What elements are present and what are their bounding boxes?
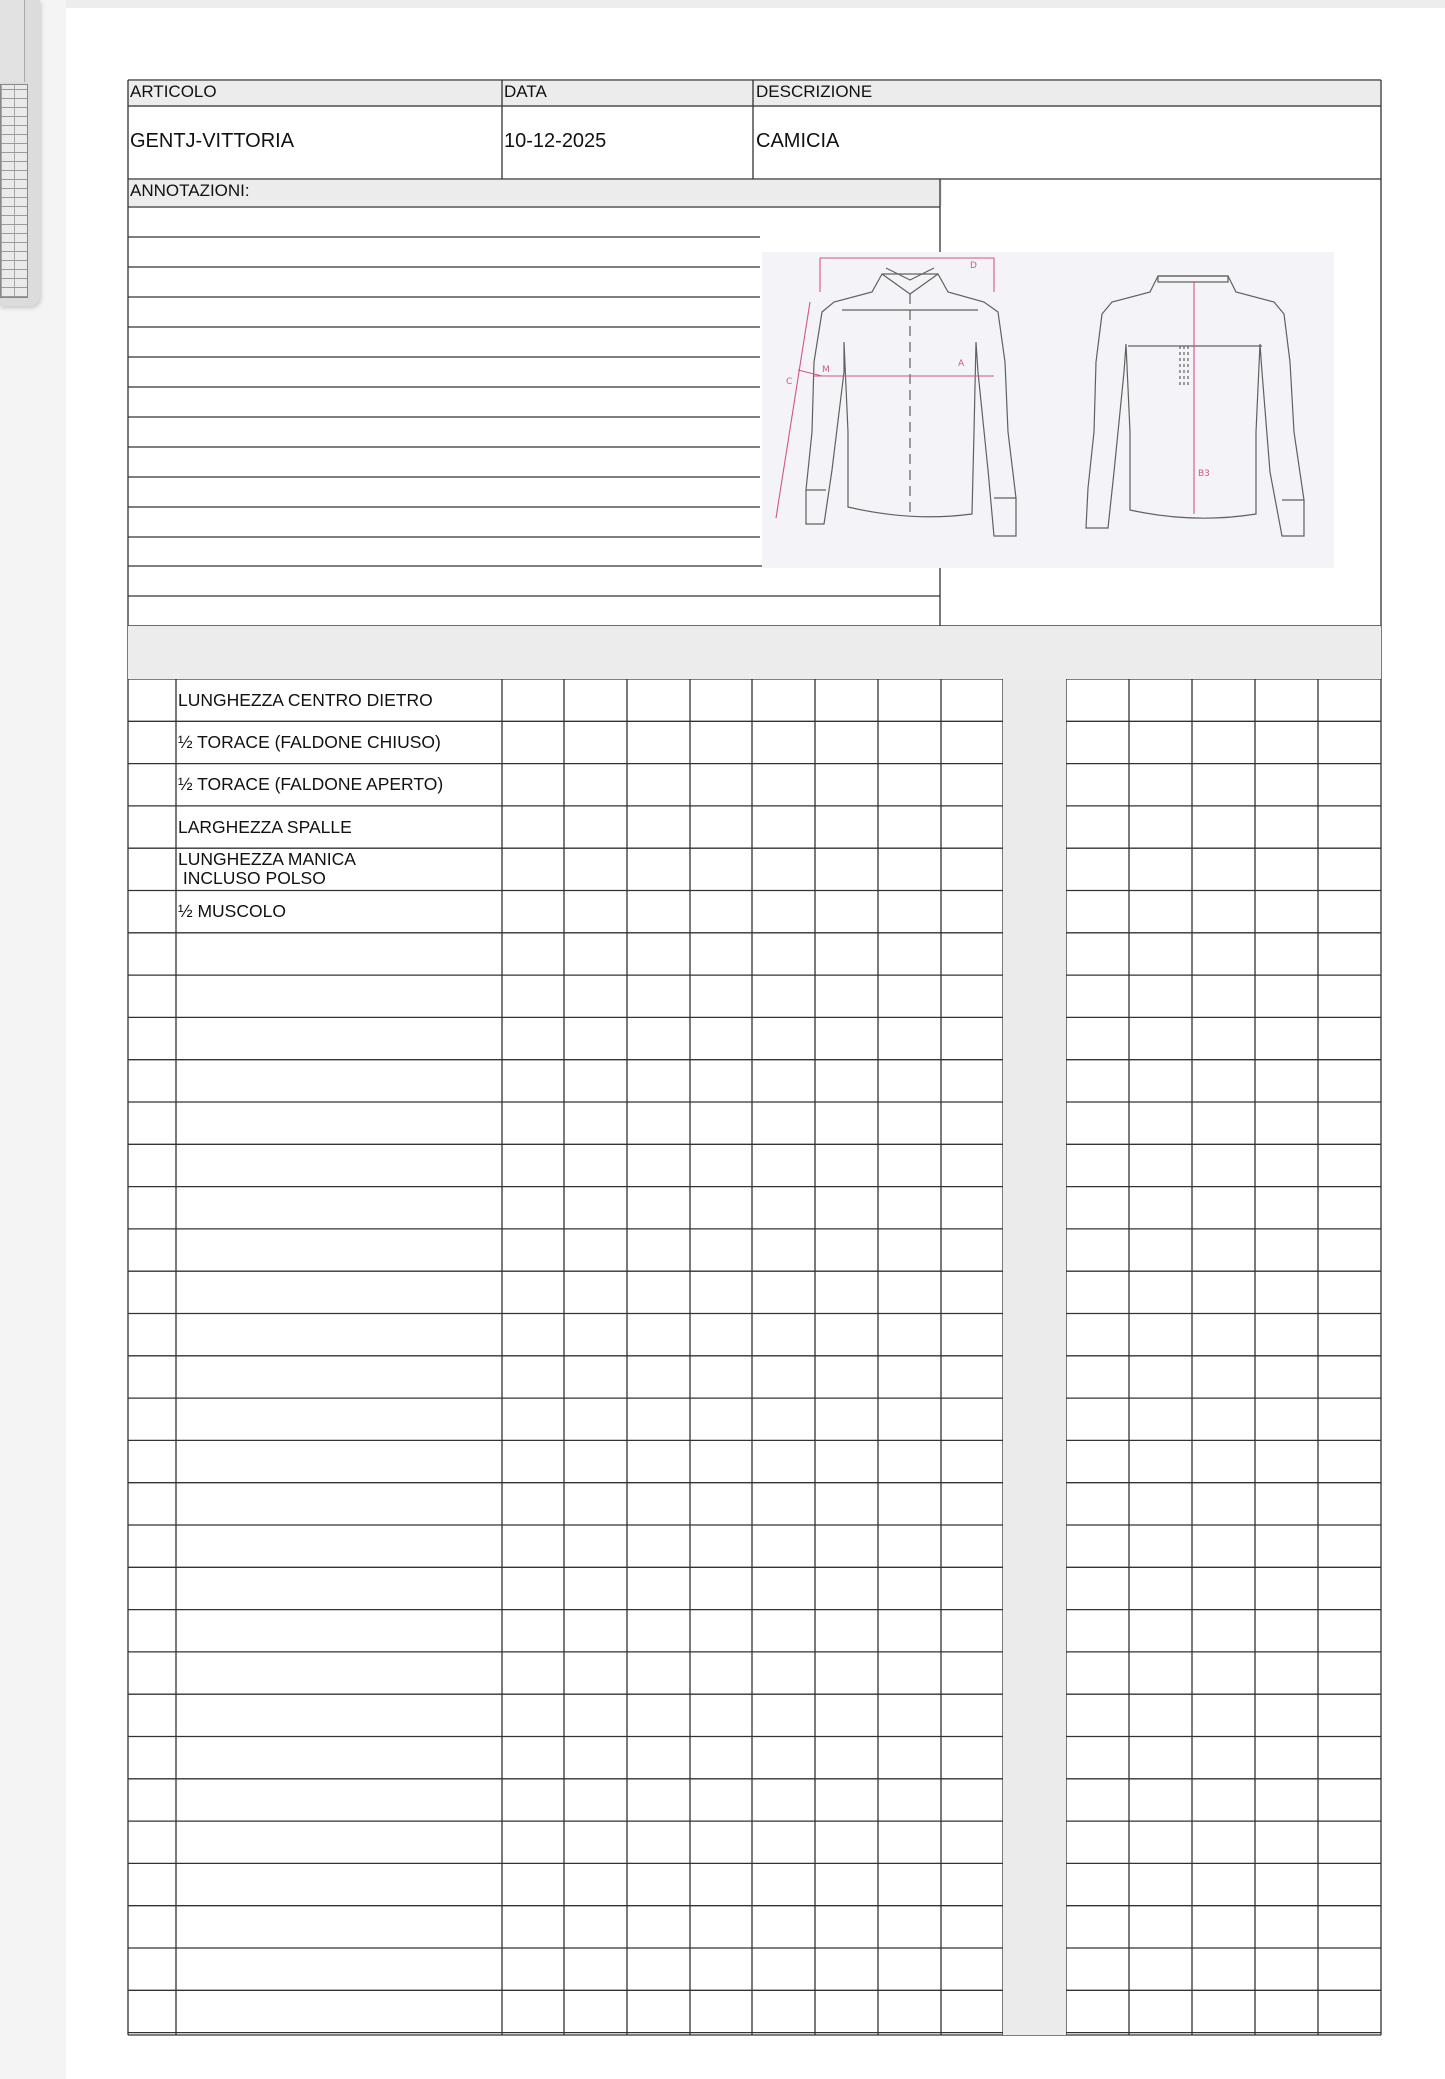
row-code xyxy=(128,806,176,848)
row-value-l xyxy=(1003,764,1066,806)
row-value-s xyxy=(878,848,941,890)
label-b3: B3 xyxy=(1198,469,1210,479)
row-scatto xyxy=(502,679,564,721)
row-value-s xyxy=(878,764,941,806)
row-value-m xyxy=(941,721,1003,763)
front-shirt-drawing xyxy=(806,268,1016,536)
row-value-l xyxy=(1003,721,1066,763)
articolo-value: GENTJ-VITTORIA xyxy=(130,130,295,152)
row-value-s xyxy=(878,891,941,933)
row-value-xxl xyxy=(1129,891,1192,933)
row-value-m xyxy=(941,764,1003,806)
row-value-s xyxy=(878,679,941,721)
row-value-l xyxy=(1003,806,1066,848)
row-value-xs xyxy=(815,679,878,721)
row-value-xxl xyxy=(1129,721,1192,763)
row-value-xs xyxy=(815,806,878,848)
row-code xyxy=(128,848,176,890)
size-header-l xyxy=(1003,626,1066,679)
data-label: DATA xyxy=(502,81,754,107)
page-thumbnail[interactable] xyxy=(0,0,40,306)
thumbnail-preview-top xyxy=(0,0,25,82)
row-value-xs xyxy=(815,764,878,806)
row-value-xxl xyxy=(1129,806,1192,848)
row-mark xyxy=(1318,679,1381,721)
measurement-labels xyxy=(786,261,1210,479)
descrizione-label: DESCRIZIONE xyxy=(754,81,1380,107)
row-scatto xyxy=(502,721,564,763)
thumbnail-preview-grid xyxy=(0,84,28,298)
row-code xyxy=(128,764,176,806)
data-value: 10-12-2025 xyxy=(504,130,607,152)
size-header-52 xyxy=(1318,626,1381,679)
row-description: ½ TORACE (FALDONE APERTO) xyxy=(178,774,444,795)
scatto-header xyxy=(502,626,564,679)
size-header-50 xyxy=(1255,626,1318,679)
row-value-l xyxy=(1003,848,1066,890)
table-title xyxy=(128,626,502,679)
row-code xyxy=(128,721,176,763)
label-m: M xyxy=(822,365,830,375)
label-a: A xyxy=(958,359,965,369)
row-description: ½ TORACE (FALDONE CHIUSO) xyxy=(178,731,441,752)
row-code xyxy=(128,891,176,933)
size-header-xs xyxy=(815,626,878,679)
row-scatto xyxy=(502,891,564,933)
row-mark xyxy=(1318,806,1381,848)
row-description-line2: INCLUSO POLSO xyxy=(178,868,326,889)
row-value-xs xyxy=(815,848,878,890)
row-value-xs xyxy=(815,721,878,763)
row-value-m xyxy=(941,891,1003,933)
size-header-s xyxy=(878,626,941,679)
row-description: LARGHEZZA SPALLE xyxy=(178,816,352,837)
annotazioni-label: ANNOTAZIONI: xyxy=(128,180,942,206)
row-value-xl xyxy=(1066,848,1129,890)
row-description: LUNGHEZZA CENTRO DIETRO xyxy=(178,689,433,710)
row-description xyxy=(176,848,502,890)
row-value-xl xyxy=(1066,891,1129,933)
row-value-m xyxy=(941,848,1003,890)
row-value-xl xyxy=(1066,806,1129,848)
row-value-xl xyxy=(1066,679,1129,721)
row-value-xl xyxy=(1066,721,1129,763)
row-scatto xyxy=(502,764,564,806)
row-description: ½ MUSCOLO xyxy=(178,901,286,922)
descrizione-value: CAMICIA xyxy=(756,130,840,152)
row-value-xl xyxy=(1066,764,1129,806)
viewer-top-band xyxy=(66,0,1445,8)
articolo-label: ARTICOLO xyxy=(128,81,502,107)
row-value-m xyxy=(941,679,1003,721)
row-value-l xyxy=(1003,891,1066,933)
row-value-xxl xyxy=(1129,764,1192,806)
row-value-m xyxy=(941,806,1003,848)
row-value-xs xyxy=(815,891,878,933)
back-shirt-drawing xyxy=(1086,276,1304,536)
row-scatto xyxy=(502,848,564,890)
viewer-sidebar xyxy=(0,0,66,2079)
row-code xyxy=(128,679,176,721)
size-header-xl xyxy=(1066,626,1129,679)
row-scatto xyxy=(502,806,564,848)
document-page xyxy=(66,8,1445,2079)
row-value-l xyxy=(1003,679,1066,721)
size-header-m xyxy=(941,626,1003,679)
row-value-s xyxy=(878,721,941,763)
label-d: D xyxy=(970,261,977,271)
garment-sketch xyxy=(762,252,1334,568)
size-header-xxl xyxy=(1129,626,1192,679)
row-mark xyxy=(1318,848,1381,890)
row-description-line1: LUNGHEZZA MANICA xyxy=(178,849,356,870)
row-value-xxl xyxy=(1129,848,1192,890)
label-c: C xyxy=(786,377,793,387)
size-header-48 xyxy=(1192,626,1255,679)
row-value-xxl xyxy=(1129,679,1192,721)
row-value-s xyxy=(878,806,941,848)
